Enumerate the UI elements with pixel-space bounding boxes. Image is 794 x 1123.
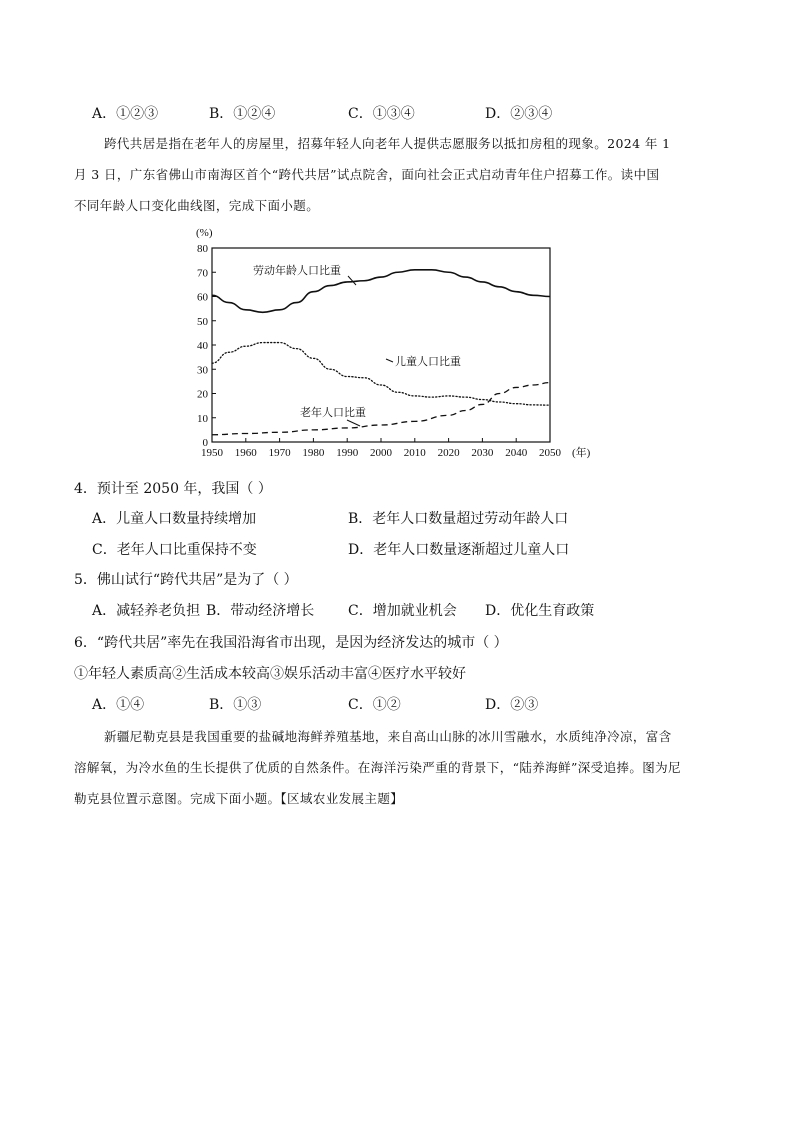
q6-option-c[interactable]: C．①② <box>348 697 401 713</box>
y-tick-label: 70 <box>197 267 208 280</box>
intro-line-2: 月 3 日，广东省佛山市南海区首个“跨代共居”试点院舍，面向社会正式启动青年住户招募工作。读中国 <box>74 167 660 182</box>
q4-option-c[interactable]: C．老年人口比重保持不变 <box>92 542 257 558</box>
label-working-age: 劳动年龄人口比重 <box>253 265 341 277</box>
q5-option-b[interactable]: B．带动经济增长 <box>206 603 315 619</box>
nileke-line-1: 新疆尼勒克县是我国重要的盐碱地海鲜养殖基地，来自高山山脉的冰川雪融水，水质纯净冷凉，富含 <box>104 729 672 744</box>
intro-line-1: 跨代共居是指在老年人的房屋里，招募年轻人向老年人提供志愿服务以抵扣房租的现象。2024 年 1 <box>104 136 671 151</box>
leader-elderly <box>347 420 360 426</box>
q3-option-b[interactable]: B．①②④ <box>209 106 276 122</box>
q5-option-a[interactable]: A．减轻养老负担 <box>92 603 201 619</box>
x-tick-label: 1950 <box>201 447 223 459</box>
q3-option-a[interactable]: A．①②③ <box>92 106 159 122</box>
x-tick-label: 1960 <box>234 447 257 459</box>
x-tick-label: 2030 <box>471 447 494 459</box>
series-line-children <box>212 343 550 406</box>
population-chart <box>180 223 610 463</box>
q6-stem: 6．“跨代共居”率先在我国沿海省市出现，是因为经济发达的城市（ ） <box>74 635 508 651</box>
q4-option-d[interactable]: D．老年人口数量逐渐超过儿童人口 <box>348 542 570 558</box>
y-tick-label: 30 <box>197 364 208 377</box>
x-tick-label: 1970 <box>268 447 291 459</box>
q5-option-c[interactable]: C．增加就业机会 <box>348 603 457 619</box>
q6-factors: ①年轻人素质高②生活成本较高③娱乐活动丰富④医疗水平较好 <box>74 666 466 682</box>
label-elderly: 老年人口比重 <box>300 407 366 419</box>
intro-line-3: 不同年龄人口变化曲线图，完成下面小题。 <box>74 198 320 213</box>
q6-option-b[interactable]: B．①③ <box>209 697 262 713</box>
x-tick-label: 2010 <box>403 447 426 459</box>
y-tick-label: 80 <box>197 243 208 255</box>
x-tick-label: 1990 <box>336 447 359 459</box>
q6-option-a[interactable]: A．①④ <box>92 697 145 713</box>
y-tick-label: 10 <box>197 412 208 425</box>
q6-option-d[interactable]: D．②③ <box>485 697 539 713</box>
nileke-line-3: 勒克县位置示意图。完成下面小题。【区域农业发展主题】 <box>74 791 404 806</box>
x-tick-label: 2020 <box>437 447 460 459</box>
q5-option-d[interactable]: D．优化生育政策 <box>485 603 595 619</box>
x-axis-unit: (年) <box>572 447 591 459</box>
x-tick-label: 1980 <box>302 447 325 459</box>
y-tick-label: 40 <box>197 340 208 352</box>
y-tick-label: 60 <box>197 291 208 304</box>
q3-option-c[interactable]: C．①③④ <box>348 106 415 122</box>
x-tick-label: 2000 <box>370 447 392 459</box>
nileke-line-2: 溶解氧，为冷水鱼的生长提供了优质的自然条件。在海洋污染严重的背景下，“陆养海鲜”深受追捧。图为尼 <box>74 760 681 775</box>
series-line-elderly <box>212 383 550 435</box>
q3-option-d[interactable]: D．②③④ <box>485 106 553 122</box>
y-tick-label: 0 <box>202 437 208 449</box>
y-axis-unit: (%) <box>196 227 213 239</box>
q5-stem: 5．佛山试行“跨代共居”是为了（ ） <box>74 572 298 588</box>
q4-option-a[interactable]: A．儿童人口数量持续增加 <box>92 511 257 527</box>
leader-working-age <box>348 276 356 285</box>
x-tick-label: 2050 <box>539 447 561 459</box>
leader-children <box>386 359 393 362</box>
x-tick-label: 2040 <box>505 447 528 459</box>
y-tick-label: 50 <box>197 315 208 328</box>
label-children: 儿童人口比重 <box>395 356 461 368</box>
q4-stem: 4．预计至 2050 年，我国（ ） <box>74 481 272 497</box>
y-tick-label: 20 <box>197 388 208 401</box>
q4-option-b[interactable]: B．老年人口数量超过劳动年龄人口 <box>348 511 569 527</box>
